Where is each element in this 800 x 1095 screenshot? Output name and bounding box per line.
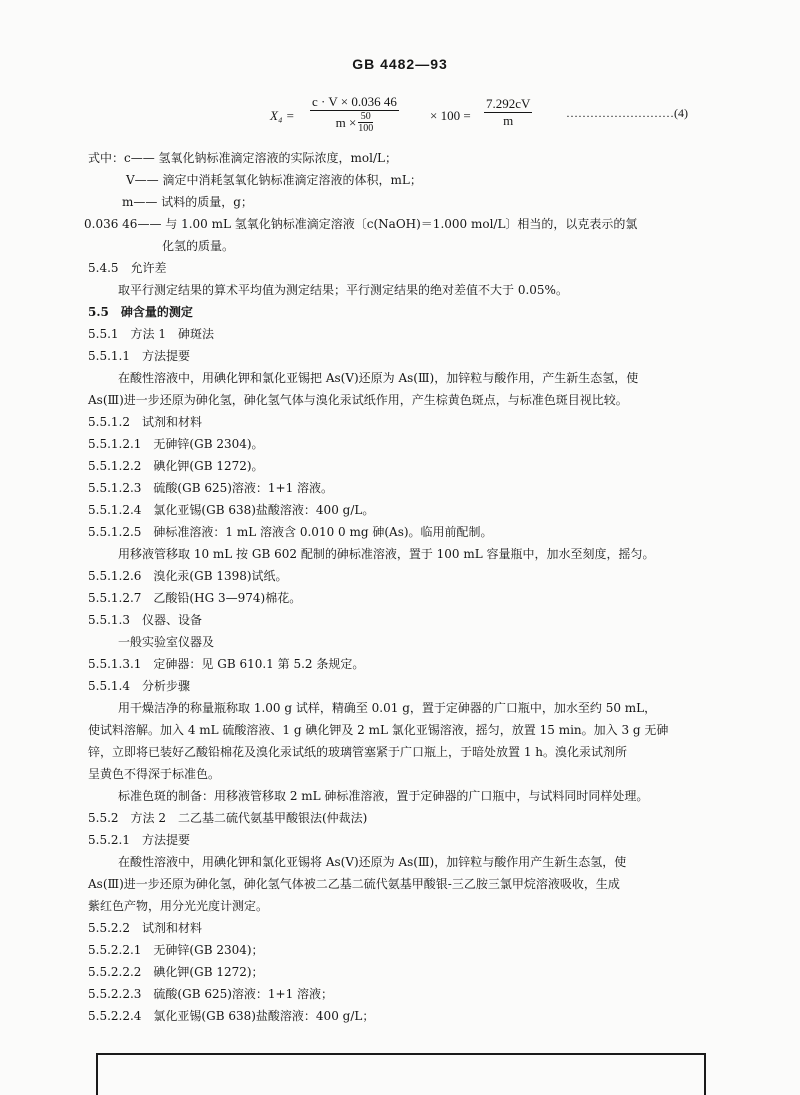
formula-fraction-2 bbox=[484, 96, 532, 129]
bottom-frame bbox=[96, 1053, 706, 1095]
section-heading: 5.5.2 方法 2 二乙基二硫代氨基甲酸银法(仲裁法) bbox=[88, 811, 368, 825]
section-heading: 5.5 砷含量的测定 bbox=[88, 305, 193, 319]
formula-small-fraction bbox=[358, 111, 373, 134]
text-line: V—— 滴定中消耗氢氧化钠标准滴定溶液的体积，mL； bbox=[126, 173, 422, 187]
formula-4 bbox=[270, 94, 740, 144]
text-line: 在酸性溶液中，用碘化钾和氯化亚锡将 As(Ⅴ)还原为 As(Ⅲ)，加锌粒与酸作用产生新生态氢，使 bbox=[118, 855, 627, 869]
text-line: 5.5.2.2.4 氯化亚锡(GB 638)盐酸溶液：400 g/L； bbox=[88, 1009, 375, 1023]
text-line: 呈黄色不得深于标准色。 bbox=[88, 767, 221, 781]
page-header: GB 4482—93 bbox=[352, 56, 448, 72]
text-line: 化氢的质量。 bbox=[162, 239, 235, 253]
text-line: 5.5.2.2.1 无砷锌(GB 2304)； bbox=[88, 943, 264, 957]
text-line: 0.036 46—— 与 1.00 mL 氢氧化钠标准滴定溶液〔c(NaOH)＝1.000 mol/L〕相当的，以克表示的氯 bbox=[84, 217, 638, 231]
section-heading: 5.5.1.3 仪器、设备 bbox=[88, 613, 202, 627]
text-line: 用移液管移取 10 mL 按 GB 602 配制的砷标准溶液，置于 100 mL 容量瓶中，加水至刻度，摇匀。 bbox=[118, 547, 655, 561]
text-line: 式中：c—— 氢氧化钠标准滴定溶液的实际浓度，mol/L； bbox=[88, 151, 397, 165]
formula-numerator-1: c · V × 0.036 46 bbox=[312, 94, 397, 109]
text-line: 5.5.1.2.5 砷标准溶液：1 mL 溶液含 0.010 0 mg 砷(As)。临用前配制。 bbox=[88, 525, 493, 539]
text-line: 5.5.1.2.7 乙酸铅(HG 3—974)棉花。 bbox=[88, 591, 302, 605]
formula-fraction-1 bbox=[310, 94, 399, 134]
text-line: 5.5.1.2.2 碘化钾(GB 1272)。 bbox=[88, 459, 264, 473]
text-line: 5.5.1.2.3 硫酸(GB 625)溶液：1+1 溶液。 bbox=[88, 481, 334, 495]
text-line: 用干燥洁净的称量瓶称取 1.00 g 试样，精确至 0.01 g，置于定砷器的广口瓶中，加水至约 50 mL， bbox=[118, 701, 657, 715]
formula-times-100: × 100 = bbox=[430, 108, 471, 123]
section-heading: 5.5.2.1 方法提要 bbox=[88, 833, 190, 847]
text-line: 取平行测定结果的算术平均值为测定结果；平行测定结果的绝对差值不大于 0.05%。 bbox=[118, 283, 568, 297]
text-line: As(Ⅲ)进一步还原为砷化氢，砷化氢气体被二乙基二硫代氨基甲酸银-三乙胺三氯甲烷溶液吸收，生成 bbox=[88, 877, 620, 891]
text-line: 5.5.1.2.6 溴化汞(GB 1398)试纸。 bbox=[88, 569, 288, 583]
text-line: 5.5.1.2.4 氯化亚锡(GB 638)盐酸溶液：400 g/L。 bbox=[88, 503, 375, 517]
text-line: 在酸性溶液中，用碘化钾和氯化亚锡把 As(Ⅴ)还原为 As(Ⅲ)，加锌粒与酸作用，产生新生态氢，使 bbox=[118, 371, 639, 385]
section-heading: 5.4.5 允许差 bbox=[88, 261, 167, 275]
section-heading: 5.5.1.1 方法提要 bbox=[88, 349, 190, 363]
formula-lhs: X₄ = bbox=[270, 108, 295, 123]
formula-numerator-2: 7.292cV bbox=[486, 96, 531, 111]
formula-equation-number: ………………………(4) bbox=[566, 106, 688, 120]
text-line: 5.5.1.3.1 定砷器：见 GB 610.1 第 5.2 条规定。 bbox=[88, 657, 365, 671]
text-line: As(Ⅲ)进一步还原为砷化氢，砷化氢气体与溴化汞试纸作用，产生棕黄色斑点，与标准色斑目视比较。 bbox=[88, 393, 628, 407]
text-line: 5.5.1.2.1 无砷锌(GB 2304)。 bbox=[88, 437, 264, 451]
text-line: 标准色斑的制备：用移液管移取 2 mL 砷标准溶液，置于定砷器的广口瓶中，与试料同时同样处理。 bbox=[118, 789, 649, 803]
section-heading: 5.5.1.4 分析步骤 bbox=[88, 679, 190, 693]
section-heading: 5.5.1 方法 1 砷斑法 bbox=[88, 327, 214, 341]
formula-small-num: 50 bbox=[360, 111, 371, 122]
formula-den-m: m × bbox=[335, 114, 357, 130]
text-line: 5.5.2.2.2 碘化钾(GB 1272)； bbox=[88, 965, 264, 979]
section-heading: 5.5.2.2 试剂和材料 bbox=[88, 921, 202, 935]
text-line: 使试料溶解。加入 4 mL 硫酸溶液、1 g 碘化钾及 2 mL 氯化亚锡溶液，摇匀，放置 15 min。加入 3 g 无砷 bbox=[88, 723, 669, 737]
formula-denominator-2: m bbox=[503, 113, 514, 128]
text-line: 5.5.2.2.3 硫酸(GB 625)溶液：1+1 溶液； bbox=[88, 987, 334, 1001]
text-line: 紫红色产物，用分光光度计测定。 bbox=[88, 899, 269, 913]
text-line: 一般实验室仪器及 bbox=[118, 635, 215, 649]
text-line: 锌，立即将已装好乙酸铅棉花及溴化汞试纸的玻璃管塞紧于广口瓶上，于暗处放置 1 h。溴化汞试剂所 bbox=[88, 745, 627, 759]
section-heading: 5.5.1.2 试剂和材料 bbox=[88, 415, 202, 429]
text-line: m—— 试料的质量，g； bbox=[122, 195, 253, 209]
formula-denominator-1 bbox=[336, 111, 374, 134]
formula-small-den: 100 bbox=[358, 123, 374, 134]
